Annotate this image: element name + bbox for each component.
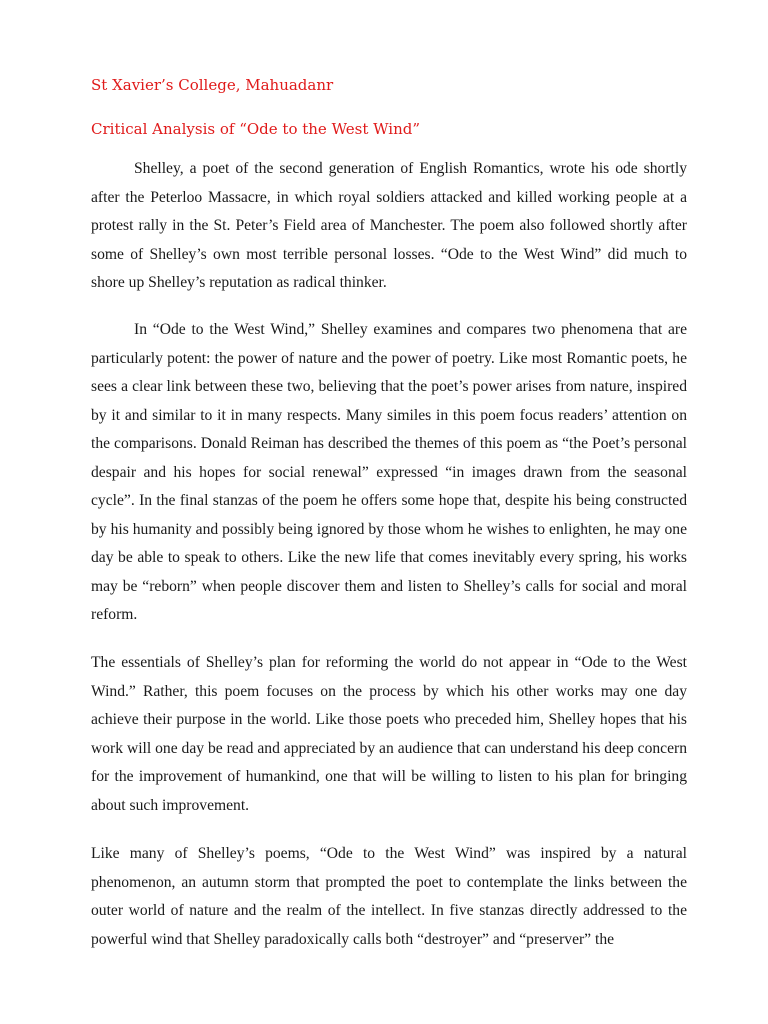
paragraph-2: In “Ode to the West Wind,” Shelley examines and compares two phenomena that are particularly potent: the power of nature and the power of poetry. Like most Romantic poets, he sees a clear link between these two, believing that the poet’s power arises from nature, inspired by it and similar to it in many respects. Many similes in this poem focus readers’ attention on the comparisons. Donald Reiman has described the themes of this poem as “the Poet’s personal despair and his hopes for social renewal” expressed “in images drawn from the seasonal cycle”. In the final stanzas of the poem he offers some hope that, despite his being constructed by his humanity and possibly being ignored by those whom he wishes to enlighten, he may one day be able to speak to others. Like the new life that comes inevitably every spring, his works may be “reborn” when people discover them and listen to Shelley’s calls for social and moral reform. [91,321,687,623]
college-name: St Xavier’s College, Mahuadanr [91,76,334,94]
paragraph-4: Like many of Shelley’s poems, “Ode to the West Wind” was inspired by a natural phenomenon, an autumn storm that prompted the poet to contemplate the links between the outer world of nature and the realm of the intellect. In five stanzas directly addressed to the powerful wind that Shelley paradoxically calls both “destroyer” and “preserver” the [91,845,687,948]
paragraph-3: The essentials of Shelley’s plan for reforming the world do not appear in “Ode to the West Wind.” Rather, this poem focuses on the process by which his other works may one day achieve their purpose in the world. Like those poets who preceded him, Shelley hopes that his work will one day be read and appreciated by an audience that can understand his deep concern for the improvement of humankind, one that will be willing to listen to his plan for bringing about such improvement. [91,654,687,814]
document-title: Critical Analysis of “Ode to the West Wind” [91,120,421,138]
paragraph-1: Shelley, a poet of the second generation of English Romantics, wrote his ode shortly after the Peterloo Massacre, in which royal soldiers attacked and killed working people at a protest rally in the St. Peter’s Field area of Manchester. The poem also followed shortly after some of Shelley’s own most terrible personal losses. “Ode to the West Wind” did much to shore up Shelley’s reputation as radical thinker. [91,160,687,291]
